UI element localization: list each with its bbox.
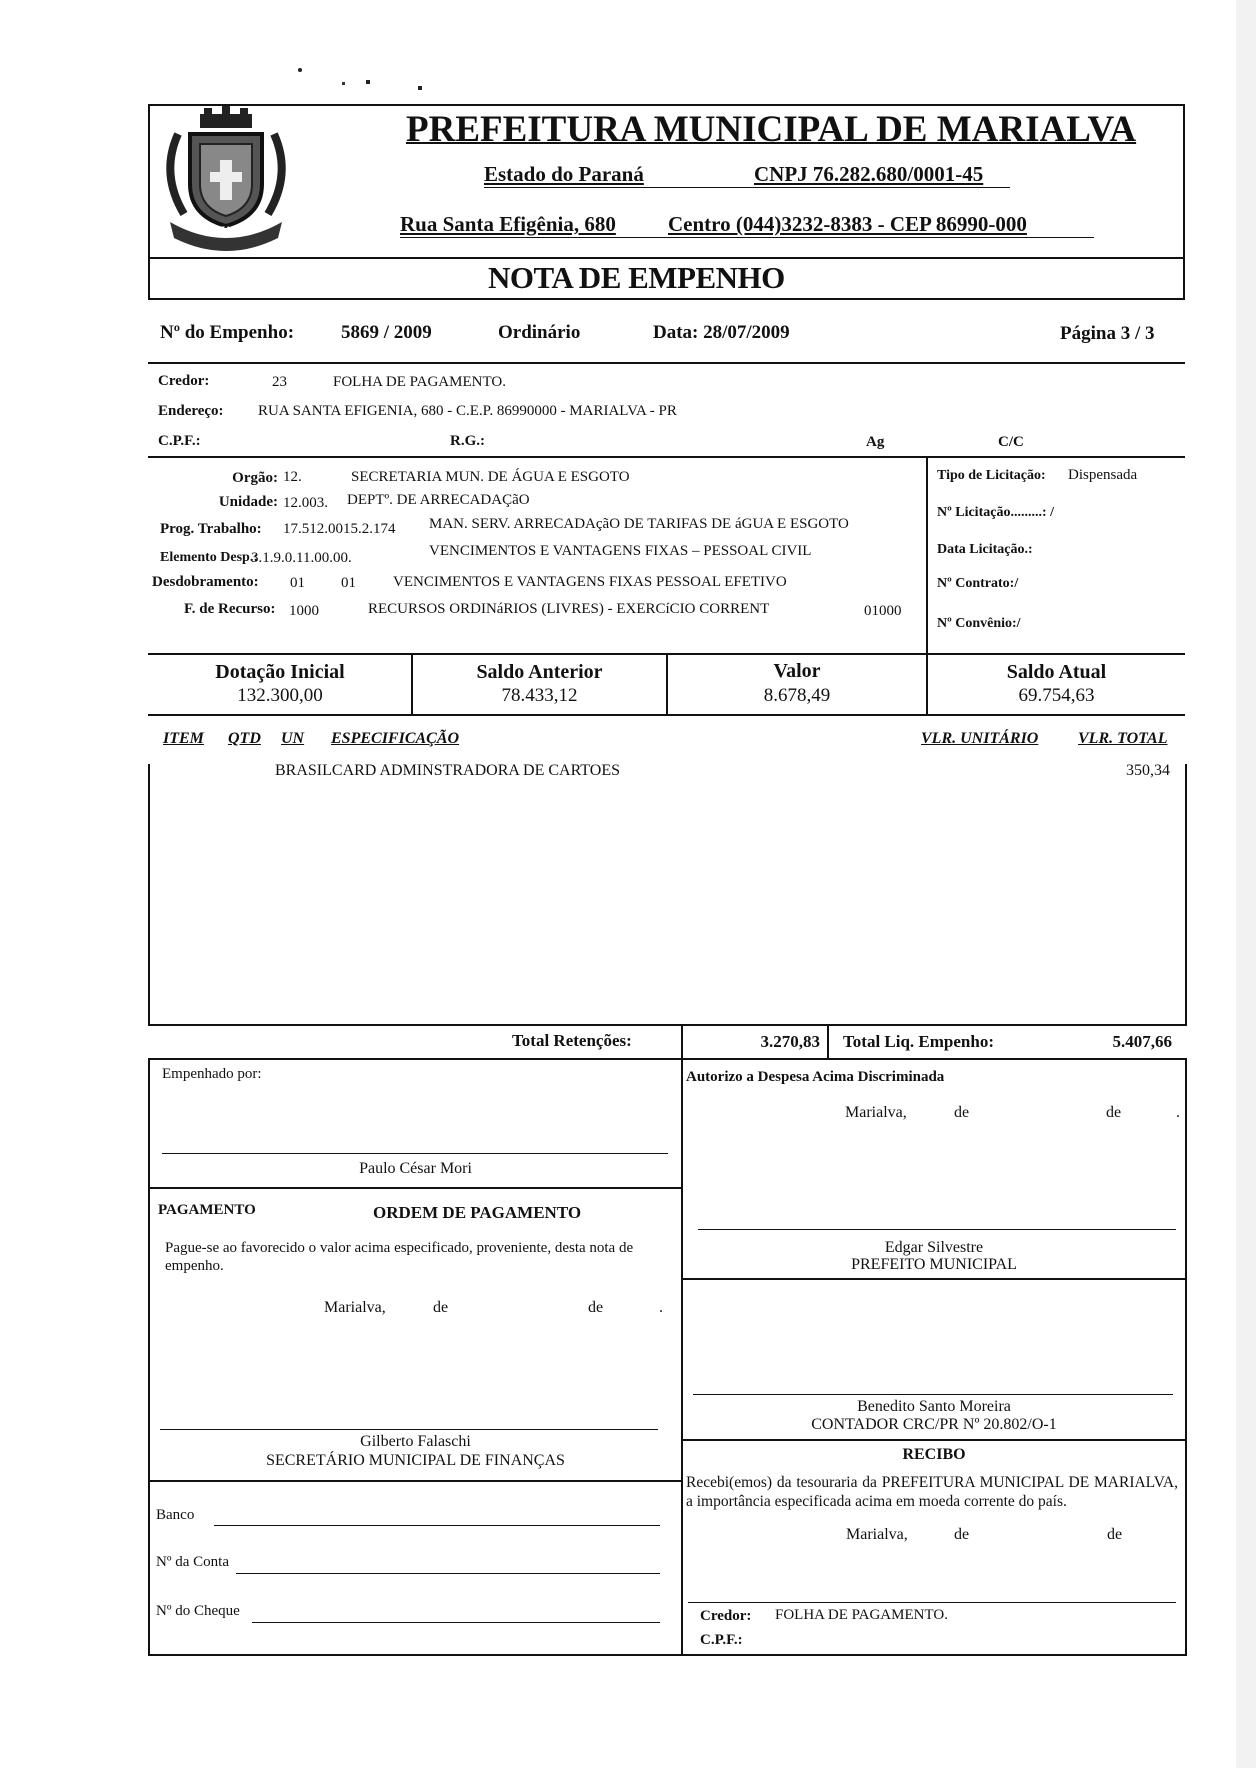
lower-right-border: [1185, 1058, 1187, 1656]
col-total: VLR. TOTAL: [1078, 730, 1168, 747]
recibo-credor-label: Credor:: [700, 1608, 752, 1624]
col-un: UN: [281, 730, 305, 747]
banco-label: Banco: [156, 1507, 195, 1523]
municipal-crest: [150, 104, 300, 256]
recibo-credor-nome: FOLHA DE PAGAMENTO.: [775, 1607, 948, 1623]
de-recibo-1: de: [954, 1526, 970, 1543]
prog-code: 17.512.0015.2.174: [283, 521, 396, 537]
pague-text: Pague-se ao favorecido o valor acima especificado, proveniente, desta nota de empenho.: [165, 1240, 634, 1274]
desdobramento: VENCIMENTOS E VANTAGENS FIXAS PESSOAL EFETIVO: [393, 574, 787, 590]
recibo-text: Recebi(emos) da tesouraria da PREFEITURA MUNICIPAL DE MARIALVA, a importância especificada acima em moeda corrente do país.: [686, 1474, 1178, 1510]
empenho-number: 5869 / 2009: [341, 322, 432, 343]
conta-label: Nº da Conta: [156, 1554, 229, 1570]
prog: MAN. SERV. ARRECADAçãO DE TARIFAS DE áGUA E ESGOTO: [429, 516, 849, 532]
items-left-border: [148, 764, 150, 1024]
col-qtd: QTD: [228, 730, 261, 747]
divider: [148, 362, 1185, 364]
banco-line[interactable]: [214, 1525, 660, 1526]
de-recibo-2: de: [1107, 1526, 1123, 1543]
unidade-label: Unidade:: [218, 494, 278, 510]
licitacao-tipo: Dispensada: [1068, 467, 1138, 483]
page-indicator: Página 3 / 3: [1060, 323, 1155, 344]
divider: [148, 1187, 681, 1189]
dot-left: .: [659, 1299, 663, 1316]
divider: [148, 1058, 1187, 1060]
retencoes-label: Total Retenções:: [512, 1031, 632, 1050]
endereco: RUA SANTA EFIGENIA, 680 - C.E.P. 86990000 - MARIALVA - PR: [258, 403, 677, 419]
signature-line: [160, 1429, 658, 1430]
empenho-date: Data: 28/07/2009: [653, 322, 790, 343]
liquido-value: 5.407,66: [1112, 1032, 1172, 1051]
page-title: PREFEITURA MUNICIPAL DE MARIALVA: [406, 109, 1137, 150]
divider: [148, 1480, 681, 1482]
vertical-divider: [681, 1024, 683, 1060]
pagamento-label: PAGAMENTO: [158, 1202, 256, 1218]
prefeito-nome: Edgar Silvestre: [884, 1239, 984, 1256]
unidade: DEPTº. DE ARRECADAÇãO: [347, 492, 530, 508]
item-total: 350,34: [1126, 762, 1170, 779]
atual-label: Saldo Atual: [1006, 661, 1107, 683]
secretario-cargo: SECRETÁRIO MUNICIPAL DE FINANÇAS: [266, 1452, 565, 1469]
recurso-code: 1000: [289, 603, 319, 619]
endereco-label: Endereço:: [158, 403, 224, 419]
col-item: ITEM: [163, 730, 204, 747]
center-divider: [681, 1058, 683, 1656]
de-left-1: de: [433, 1299, 449, 1316]
scan-edge: [1236, 0, 1256, 1768]
recibo-cpf-label: C.P.F.:: [700, 1632, 743, 1648]
licitacao-numero: Nº Licitação.........: /: [937, 505, 1054, 520]
ordem-label: ORDEM DE PAGAMENTO: [373, 1203, 582, 1222]
lower-bottom-border: [148, 1654, 1187, 1656]
signature-line: [162, 1153, 668, 1154]
empenhado-nome: Paulo César Mori: [359, 1160, 472, 1177]
rg-label: R.G.:: [450, 433, 485, 449]
marialva-left: Marialva,: [324, 1299, 386, 1316]
scan-speck: [418, 86, 422, 90]
cheque-line[interactable]: [252, 1622, 660, 1623]
address: Rua Santa Efigênia, 680: [400, 212, 616, 236]
scan-speck: [366, 80, 370, 84]
scan-speck: [342, 82, 345, 85]
unidade-code: 12.003.: [283, 495, 328, 511]
marialva-right: Marialva,: [845, 1104, 907, 1121]
desdobramento-code1: 01: [290, 575, 305, 591]
credor-name: FOLHA DE PAGAMENTO.: [333, 374, 506, 390]
ag-label: Ag: [866, 434, 885, 450]
valor-label: Valor: [773, 660, 821, 682]
divider: [148, 456, 1185, 458]
prog-label: Prog. Trabalho:: [160, 521, 262, 537]
state-name: Estado do Paraná: [484, 162, 644, 186]
dotacao-label: Dotação Inicial: [215, 661, 345, 683]
elemento-label: Elemento Desp.:: [160, 550, 258, 565]
header-underline-2: [400, 237, 1094, 238]
marialva-recibo: Marialva,: [846, 1526, 908, 1543]
header-underline-1: [484, 187, 1010, 188]
header-divider: [148, 257, 1185, 259]
dotacao-value: 132.300,00: [237, 685, 323, 706]
orgao-label: Orgão:: [232, 470, 278, 486]
vertical-divider: [926, 456, 928, 654]
divider: [148, 1024, 1187, 1026]
dot-right: .: [1176, 1104, 1180, 1121]
recurso: RECURSOS ORDINáRIOS (LIVRES) - EXERCíCIO CORRENT: [368, 601, 770, 617]
item-especificacao: BRASILCARD ADMINSTRADORA DE CARTOES: [275, 762, 621, 779]
elemento-code: 3.1.9.0.11.00.00.: [251, 550, 352, 566]
vertical-divider: [827, 1024, 829, 1060]
contador-nome: Benedito Santo Moreira: [857, 1398, 1011, 1415]
crest-ribbon-text: MARIALVA: [200, 225, 249, 235]
empenho-type: Ordinário: [498, 322, 581, 343]
signature-line: [693, 1394, 1173, 1395]
credor-code: 23: [272, 374, 287, 390]
secretario-nome: Gilberto Falaschi: [360, 1433, 471, 1450]
conta-line[interactable]: [236, 1573, 660, 1574]
empenhado-label: Empenhado por:: [162, 1066, 262, 1082]
recurso-code2: 01000: [864, 603, 902, 619]
credor-label: Credor:: [158, 373, 210, 389]
de-right-2: de: [1106, 1104, 1122, 1121]
anterior-value: 78.433,12: [501, 685, 578, 706]
cpf-label: C.P.F.:: [158, 433, 201, 449]
scan-speck: [298, 68, 302, 72]
autorizo-label: Autorizo a Despesa Acima Discriminada: [686, 1069, 945, 1085]
licitacao-convenio: Nº Convênio:/: [937, 616, 1021, 631]
prefeito-cargo: PREFEITO MUNICIPAL: [851, 1256, 1017, 1273]
cheque-label: Nº do Cheque: [156, 1603, 240, 1619]
desdobramento-label: Desdobramento:: [152, 574, 259, 590]
recurso-label: F. de Recurso:: [184, 601, 276, 617]
cc-label: C/C: [998, 434, 1024, 450]
lower-left-border: [148, 1058, 150, 1656]
divider: [681, 1278, 1187, 1280]
licitacao-data: Data Licitação.:: [937, 542, 1033, 557]
licitacao-contrato: Nº Contrato:/: [937, 576, 1019, 591]
recibo-label: RECIBO: [902, 1446, 966, 1463]
anterior-label: Saldo Anterior: [476, 661, 603, 683]
col-unitario: VLR. UNITÁRIO: [921, 730, 1039, 747]
signature-line: [698, 1229, 1176, 1230]
cnpj: CNPJ 76.282.680/0001-45: [754, 162, 984, 186]
divider: [681, 1439, 1187, 1441]
elemento: VENCIMENTOS E VANTAGENS FIXAS – PESSOAL CIVIL: [429, 543, 812, 559]
atual-value: 69.754,63: [1018, 685, 1095, 706]
de-right-1: de: [954, 1104, 970, 1121]
licitacao-tipo-label: Tipo de Licitação:: [937, 468, 1046, 483]
retencoes-value: 3.270,83: [760, 1032, 820, 1051]
col-especificacao: ESPECIFICAÇÃO: [331, 730, 460, 747]
orgao-code: 12.: [283, 469, 302, 485]
district-phone: Centro (044)3232-8383 - CEP 86990-000: [668, 212, 1027, 236]
signature-line: [688, 1602, 1176, 1603]
de-left-2: de: [588, 1299, 604, 1316]
valor-value: 8.678,49: [763, 685, 831, 706]
document-title: NOTA DE EMPENHO: [488, 260, 785, 295]
orgao: SECRETARIA MUN. DE ÁGUA E ESGOTO: [351, 469, 630, 485]
liquido-label: Total Liq. Empenho:: [843, 1032, 994, 1051]
items-right-border: [1185, 764, 1187, 1024]
contador-cargo: CONTADOR CRC/PR Nº 20.802/O-1: [811, 1416, 1057, 1433]
desdobramento-code2: 01: [341, 575, 356, 591]
empenho-number-label: Nº do Empenho:: [160, 322, 295, 343]
